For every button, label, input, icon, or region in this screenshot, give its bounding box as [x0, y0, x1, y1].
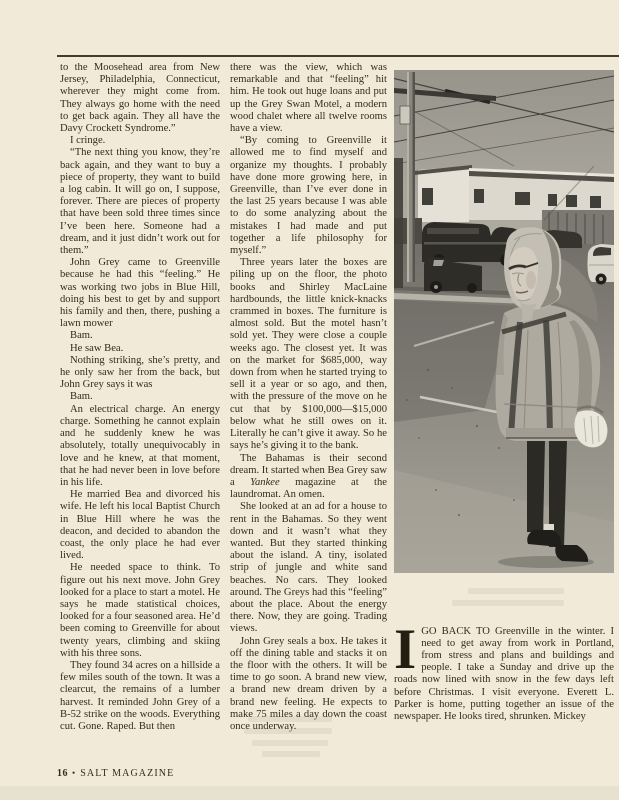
body-text: to the Moosehead area from New Jersey, Philadelphia, Connecticut, wherever they might come from. They always go home with the need to get back again. They all have the Davy Crockett Syndrome.” — [60, 62, 220, 135]
closing-text: GO BACK TO Greenville in the winter. I need to get away from work in Portland, from stress and plans and buildings and people. I take a Sunday and drive up the roads now lined with snow in the few days left before Christmas. I visit everyone. Everett L. Parker is home, putting together an issue of the newspaper. He looks tired, shrunken. Mickey — [394, 625, 614, 723]
body-text: I cringe. — [70, 135, 106, 147]
article-column-1 — [60, 62, 220, 733]
drop-cap: I — [394, 617, 417, 681]
body-text: John Grey seals a box. He takes it off the dining table and stacks it on the floor with the others. It will be time to go soon. A brand new view, a brand new dream driven by a brand new feeling. He expects to make 75 miles a day down the coast once underway. — [230, 635, 387, 732]
paragraph — [230, 501, 387, 635]
paragraph — [230, 453, 387, 502]
closing-paragraph-block — [394, 615, 614, 734]
paragraph — [230, 62, 387, 135]
paragraph — [60, 135, 220, 147]
paragraph — [60, 660, 220, 733]
article-column-2 — [230, 62, 387, 733]
body-text: Bam. — [70, 391, 93, 403]
paragraph — [60, 391, 220, 403]
paragraph — [230, 135, 387, 257]
body-text: “By coming to Greenville it allowed me to find myself and organize my thoughts. I probably have done more growing here, in Greenville, than I’ve ever done in the last 25 years because I was able to do some analyzing about the mistakes I had made and put together a life philosophy for myself.” — [230, 135, 387, 257]
body-text: Bam. — [70, 330, 93, 342]
body-text: there was the view, which was remarkable and that “feeling” hit him. He took out huge loans and put up the Grey Swan Motel, a modern wood chalet where all twelve rooms have a view. — [230, 62, 387, 135]
paragraph — [60, 355, 220, 392]
body-text: He married Bea and divorced his wife. He left his local Baptist Church in Blue Hill where he was the deacon, and decided to abandon the coast, the only place he had ever lived. — [60, 489, 220, 562]
closing-paragraph — [394, 617, 614, 724]
street-photo-illustration — [394, 70, 614, 573]
body-text: Nothing striking, she’s pretty, and he only saw her from the back, but John Grey says it was — [60, 354, 220, 391]
body-text: John Grey came to Greenville because he had this “feeling.” He was working two jobs in Blue Hill, doing his best to get by and support his family and then, there, pushing a lawn mower — [60, 257, 220, 330]
italic-text: Yankee — [250, 476, 280, 488]
ink-bleed — [252, 740, 328, 746]
body-text: They found 34 acres on a hillside a few miles south of the town. It was a clearcut, the remains of a lumber harvest. It reminded John Grey of a B-52 strike on the woods. Everything cut. Gone. Raped. But then — [60, 659, 220, 732]
top-rule — [57, 55, 619, 57]
ink-bleed — [468, 588, 564, 594]
body-text: She looked at an ad for a house to rent in the Bahamas. So they went down and it wasn’t what they wanted. But they started thinking about the island. A tiny, isolated strip of jungle and white sand beaches. No cars. They looked around. The Greys had this “feeling” about the place. About the energy there. Now, they are going. Trading views. — [230, 501, 387, 635]
body-text: The Bahamas is their second dream. It started when Bea Grey saw a — [230, 452, 387, 488]
paragraph — [60, 404, 220, 489]
page-number: 16 — [57, 768, 68, 779]
paragraph — [60, 343, 220, 355]
paragraph — [60, 330, 220, 342]
page-footer — [57, 768, 174, 779]
paragraph — [60, 562, 220, 660]
ink-bleed — [452, 600, 564, 606]
ink-bleed — [262, 751, 320, 757]
magazine-title: SALT MAGAZINE — [80, 768, 175, 779]
body-text: “The next thing you know, they’re back again, and they want to buy a piece of property, they want to build a log cabin. It will go on, I suppose, forever. There are pieces of property that have been sold three times since I’ve been here. Someone had a dream, and it just didn’t work out for them.” — [60, 147, 220, 257]
paragraph — [60, 257, 220, 330]
footer-bullet: • — [72, 768, 77, 778]
body-text: He needed space to think. To figure out his next move. John Grey looked for a place to start a motel. He says he made statistical choices, looked for a four seasoned area. He’d been coming to Greenville for about twenty years, climbing and skiing with his three sons. — [60, 562, 220, 659]
paragraph — [230, 257, 387, 452]
body-text: Three years later the boxes are piling up on the floor, the photo books and Shirley MacLaine hardbounds, the little knick-knacks crammed in boxes. The furniture is almost sold. But the motel hasn’t sold yet. They were close a couple weeks ago. The closest yet. It was on the market for $685,000, way down from when he started trying to sell it a year or so ago, and then, with the pressure of the move on he cut that by $100,000—$15,000 below what he still owes on it. Literally he can’t give it away. So he says he’s giving it to the bank. — [230, 257, 387, 452]
paragraph — [60, 489, 220, 562]
body-text: An electrical charge. An energy charge. Something he cannot explain and he suddenly knew he was absolutely, totally unequivocably in love and he knew, at that moment, that he had never been in love before in his life. — [60, 403, 220, 488]
photograph-elderly-woman-street — [394, 70, 614, 573]
paragraph — [60, 147, 220, 257]
body-text: He saw Bea. — [70, 342, 124, 354]
paragraph — [230, 636, 387, 734]
paragraph — [60, 62, 220, 135]
body-text: magazine at the laundromat. An omen. — [230, 476, 387, 501]
